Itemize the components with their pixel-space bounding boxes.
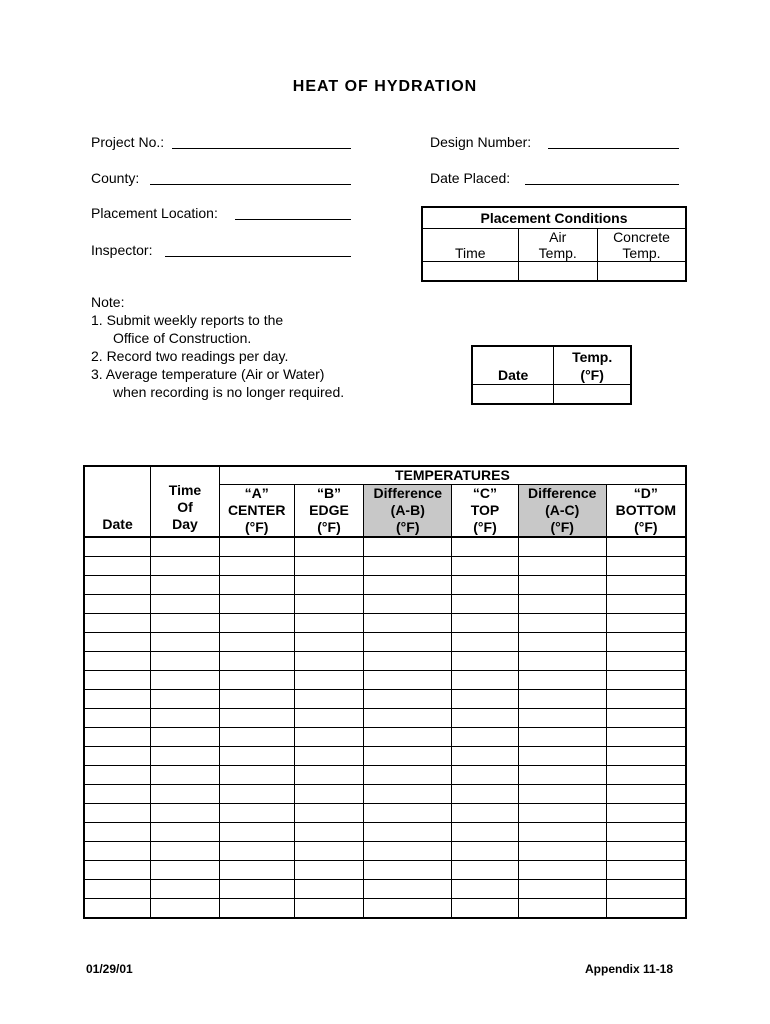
table-row: [84, 595, 686, 614]
table-cell[interactable]: [294, 709, 364, 728]
note-2: 2. Record two readings per day.: [91, 348, 289, 364]
table-cell[interactable]: [518, 747, 606, 766]
table-cell[interactable]: [364, 728, 452, 747]
table-cell[interactable]: [219, 861, 294, 880]
table-row: [84, 804, 686, 823]
difference-a-b-line3: (°F): [396, 519, 420, 535]
table-cell[interactable]: [606, 557, 686, 576]
table-row: [84, 728, 686, 747]
table-cell[interactable]: [518, 633, 606, 652]
table-cell[interactable]: [606, 671, 686, 690]
table-cell[interactable]: [294, 823, 364, 842]
table-cell[interactable]: [294, 861, 364, 880]
table-cell[interactable]: [452, 842, 519, 861]
table-cell[interactable]: [294, 899, 364, 919]
table-cell[interactable]: [219, 880, 294, 899]
table-cell[interactable]: [219, 842, 294, 861]
note-3-line-1: 3. Average temperature (Air or Water): [91, 366, 325, 382]
air-temp-header-line1: Air: [549, 229, 567, 245]
county-label: County:: [91, 170, 140, 186]
table-cell[interactable]: [84, 823, 151, 842]
table-cell[interactable]: [364, 557, 452, 576]
table-cell[interactable]: [219, 766, 294, 785]
table-cell[interactable]: [606, 709, 686, 728]
table-cell[interactable]: [518, 709, 606, 728]
table-cell[interactable]: [518, 576, 606, 595]
table-cell[interactable]: [606, 747, 686, 766]
table-cell[interactable]: [294, 633, 364, 652]
project-no-label: Project No.:: [91, 134, 165, 150]
bottom-d-header: [606, 485, 686, 538]
table-row: [84, 880, 686, 899]
top-c-line2: TOP: [470, 502, 500, 518]
center-a-header: [219, 485, 294, 538]
table-cell[interactable]: [452, 652, 519, 671]
table-cell[interactable]: [364, 690, 452, 709]
table-cell[interactable]: [452, 899, 519, 919]
table-cell[interactable]: [518, 537, 606, 557]
placement-conditions-table: [421, 206, 687, 282]
edge-b-line1: “B”: [316, 485, 342, 501]
concrete-temp-header-line1: Concrete: [613, 229, 670, 245]
bottom-d-line1: “D”: [633, 485, 658, 501]
table-row: [84, 652, 686, 671]
table-cell[interactable]: [151, 804, 220, 823]
table-cell[interactable]: [452, 766, 519, 785]
date-temp-temp-header: [554, 346, 631, 385]
table-cell[interactable]: [364, 804, 452, 823]
table-cell[interactable]: [219, 614, 294, 633]
table-cell[interactable]: [606, 728, 686, 747]
time-of-day-line2: Of: [177, 499, 193, 515]
table-cell[interactable]: [452, 576, 519, 595]
table-cell[interactable]: [84, 899, 151, 919]
design-number-label: Design Number:: [430, 134, 532, 150]
placement-location-field[interactable]: [235, 219, 351, 220]
table-cell[interactable]: [518, 880, 606, 899]
difference-a-c-header: [518, 485, 606, 538]
table-cell[interactable]: [606, 595, 686, 614]
table-row: [84, 709, 686, 728]
difference-a-c-line1: Difference: [527, 485, 597, 501]
table-cell[interactable]: [606, 633, 686, 652]
table-cell[interactable]: [518, 728, 606, 747]
placement-time-cell[interactable]: [422, 262, 518, 282]
temperatures-table: [83, 465, 687, 919]
table-cell[interactable]: [364, 861, 452, 880]
table-cell[interactable]: [364, 576, 452, 595]
concrete-temp-header: [597, 229, 686, 262]
table-row: [84, 785, 686, 804]
table-cell[interactable]: [518, 766, 606, 785]
note-1-line-1: 1. Submit weekly reports to the: [91, 312, 284, 328]
table-cell[interactable]: [606, 785, 686, 804]
table-cell[interactable]: [606, 880, 686, 899]
table-cell[interactable]: [364, 652, 452, 671]
table-cell[interactable]: [452, 671, 519, 690]
table-cell[interactable]: [151, 899, 220, 919]
table-cell[interactable]: [518, 823, 606, 842]
table-cell[interactable]: [364, 899, 452, 919]
table-cell[interactable]: [294, 595, 364, 614]
table-row: [84, 557, 686, 576]
difference-a-c-line3: (°F): [550, 519, 574, 535]
table-cell[interactable]: [219, 557, 294, 576]
county-field[interactable]: [150, 184, 351, 185]
table-cell[interactable]: [452, 595, 519, 614]
project-no-field[interactable]: [172, 148, 351, 149]
table-cell[interactable]: [294, 690, 364, 709]
table-cell[interactable]: [151, 614, 220, 633]
table-cell[interactable]: [84, 671, 151, 690]
bottom-d-line2: BOTTOM: [615, 502, 677, 518]
table-cell[interactable]: [452, 804, 519, 823]
table-cell[interactable]: [606, 823, 686, 842]
table-cell[interactable]: [294, 880, 364, 899]
table-cell[interactable]: [364, 537, 452, 557]
table-cell[interactable]: [219, 785, 294, 804]
table-cell[interactable]: [219, 804, 294, 823]
table-cell[interactable]: [518, 557, 606, 576]
table-cell[interactable]: [151, 633, 220, 652]
table-cell[interactable]: [294, 766, 364, 785]
placement-air-temp-cell[interactable]: [518, 262, 597, 282]
inspector-label: Inspector:: [91, 242, 153, 258]
table-cell[interactable]: [606, 899, 686, 919]
table-row: [84, 766, 686, 785]
table-cell[interactable]: [151, 880, 220, 899]
table-cell[interactable]: [606, 861, 686, 880]
table-row: [84, 823, 686, 842]
edge-b-header: [294, 485, 364, 538]
table-cell[interactable]: [606, 652, 686, 671]
table-cell[interactable]: [364, 614, 452, 633]
table-row: [84, 842, 686, 861]
table-cell[interactable]: [606, 537, 686, 557]
table-cell[interactable]: [84, 880, 151, 899]
table-cell[interactable]: [606, 690, 686, 709]
table-row: [84, 861, 686, 880]
table-cell[interactable]: [84, 842, 151, 861]
table-cell[interactable]: [518, 671, 606, 690]
table-cell[interactable]: [518, 595, 606, 614]
date-temp-temp-line2: (°F): [580, 366, 604, 383]
center-a-line2: CENTER: [227, 502, 286, 518]
table-cell[interactable]: [294, 747, 364, 766]
table-cell[interactable]: [364, 595, 452, 614]
table-cell[interactable]: [606, 576, 686, 595]
table-cell[interactable]: [219, 595, 294, 614]
table-cell[interactable]: [151, 842, 220, 861]
table-cell[interactable]: [84, 614, 151, 633]
table-cell[interactable]: [364, 633, 452, 652]
notes-heading: Note:: [91, 294, 125, 310]
center-a-line1: “A”: [244, 485, 269, 501]
table-cell[interactable]: [452, 537, 519, 557]
center-a-line3: (°F): [244, 519, 269, 535]
table-cell[interactable]: [364, 880, 452, 899]
table-cell[interactable]: [219, 709, 294, 728]
table-row: [84, 576, 686, 595]
difference-a-c-line2: (A-C): [545, 502, 580, 518]
table-cell[interactable]: [294, 842, 364, 861]
table-row: [84, 690, 686, 709]
table-cell[interactable]: [606, 614, 686, 633]
table-cell[interactable]: [151, 595, 220, 614]
table-cell[interactable]: [84, 576, 151, 595]
time-of-day-header: [151, 466, 220, 537]
table-cell[interactable]: [151, 537, 220, 557]
table-cell[interactable]: [151, 766, 220, 785]
table-cell[interactable]: [606, 804, 686, 823]
table-row: [84, 747, 686, 766]
table-cell[interactable]: [84, 690, 151, 709]
table-cell[interactable]: [452, 614, 519, 633]
note-3-line-2: when recording is no longer required.: [113, 384, 345, 400]
date-column-header: Date: [84, 466, 151, 537]
table-cell[interactable]: [151, 747, 220, 766]
date-temp-date-header: Date: [472, 346, 554, 385]
time-of-day-line1: Time: [168, 482, 202, 498]
date-temp-date-cell[interactable]: [472, 385, 554, 405]
table-cell[interactable]: [606, 766, 686, 785]
table-cell[interactable]: [518, 804, 606, 823]
table-cell[interactable]: [84, 861, 151, 880]
table-cell[interactable]: [294, 652, 364, 671]
table-cell[interactable]: [294, 557, 364, 576]
table-cell[interactable]: [84, 804, 151, 823]
top-c-line3: (°F): [473, 519, 497, 535]
time-of-day-line3: Day: [172, 516, 198, 532]
table-cell[interactable]: [84, 537, 151, 557]
concrete-temp-header-line2: Temp.: [622, 245, 661, 261]
table-row: [84, 633, 686, 652]
table-cell[interactable]: [219, 728, 294, 747]
table-cell[interactable]: [294, 804, 364, 823]
date-temp-temp-cell[interactable]: [554, 385, 631, 405]
difference-a-b-header: [364, 485, 452, 538]
table-cell[interactable]: [84, 633, 151, 652]
table-cell[interactable]: [219, 537, 294, 557]
table-cell[interactable]: [84, 709, 151, 728]
table-cell[interactable]: [518, 614, 606, 633]
note-1-line-2: Office of Construction.: [113, 330, 252, 346]
table-cell[interactable]: [219, 747, 294, 766]
table-cell[interactable]: [84, 747, 151, 766]
table-cell[interactable]: [518, 652, 606, 671]
placement-location-label: Placement Location:: [91, 205, 218, 221]
table-cell[interactable]: [151, 652, 220, 671]
temperatures-header: TEMPERATURES: [219, 466, 686, 485]
table-row: [84, 614, 686, 633]
table-row: [84, 899, 686, 919]
date-placed-label: Date Placed:: [430, 170, 511, 186]
edge-b-line3: (°F): [317, 519, 341, 535]
table-cell[interactable]: [219, 652, 294, 671]
table-cell[interactable]: [219, 690, 294, 709]
inspector-field[interactable]: [165, 256, 351, 257]
table-cell[interactable]: [452, 880, 519, 899]
air-temp-header-line2: Temp.: [538, 245, 577, 261]
table-cell[interactable]: [294, 576, 364, 595]
table-cell[interactable]: [219, 671, 294, 690]
table-row: [84, 537, 686, 557]
table-cell[interactable]: [364, 823, 452, 842]
table-cell[interactable]: [452, 690, 519, 709]
table-cell[interactable]: [151, 785, 220, 804]
footer-appendix: Appendix 11-18: [585, 962, 674, 976]
table-cell[interactable]: [151, 728, 220, 747]
table-cell[interactable]: [151, 690, 220, 709]
table-cell[interactable]: [518, 690, 606, 709]
difference-a-b-line1: Difference: [373, 485, 442, 501]
table-cell[interactable]: [518, 899, 606, 919]
table-cell[interactable]: [219, 823, 294, 842]
table-cell[interactable]: [452, 823, 519, 842]
table-cell[interactable]: [294, 614, 364, 633]
table-cell[interactable]: [294, 537, 364, 557]
table-cell[interactable]: [294, 671, 364, 690]
table-cell[interactable]: [219, 576, 294, 595]
notes-block: [91, 293, 344, 401]
table-cell[interactable]: [219, 899, 294, 919]
table-cell[interactable]: [151, 709, 220, 728]
table-cell[interactable]: [84, 785, 151, 804]
table-cell[interactable]: [294, 785, 364, 804]
table-cell[interactable]: [452, 557, 519, 576]
placement-conditions-title: Placement Conditions: [422, 207, 686, 229]
difference-a-b-line2: (A-B): [390, 502, 425, 518]
table-cell[interactable]: [84, 728, 151, 747]
table-cell[interactable]: [518, 861, 606, 880]
date-temp-table: [471, 345, 632, 405]
table-cell[interactable]: [151, 671, 220, 690]
table-cell[interactable]: [151, 823, 220, 842]
footer-date: 01/29/01: [86, 962, 133, 976]
table-cell[interactable]: [219, 633, 294, 652]
table-cell[interactable]: [364, 747, 452, 766]
placement-concrete-temp-cell[interactable]: [597, 262, 686, 282]
table-cell[interactable]: [452, 785, 519, 804]
table-cell[interactable]: [452, 728, 519, 747]
table-cell[interactable]: [452, 747, 519, 766]
form-title: HEAT OF HYDRATION: [292, 78, 478, 95]
table-cell[interactable]: [364, 766, 452, 785]
table-cell[interactable]: [364, 785, 452, 804]
table-cell[interactable]: [151, 861, 220, 880]
table-cell[interactable]: [151, 576, 220, 595]
table-cell[interactable]: [294, 728, 364, 747]
table-cell[interactable]: [452, 709, 519, 728]
design-number-field[interactable]: [548, 148, 679, 149]
date-placed-field[interactable]: [525, 184, 679, 185]
edge-b-line2: EDGE: [309, 502, 349, 518]
table-cell[interactable]: [364, 709, 452, 728]
bottom-d-line3: (°F): [634, 519, 658, 535]
top-c-line1: “C”: [472, 485, 498, 501]
air-temp-header: [518, 229, 597, 262]
top-c-header: [452, 485, 519, 538]
time-header: Time: [422, 229, 518, 262]
table-cell[interactable]: [364, 671, 452, 690]
date-temp-temp-line1: Temp.: [572, 348, 613, 365]
table-cell[interactable]: [452, 633, 519, 652]
table-row: [84, 671, 686, 690]
table-cell[interactable]: [84, 766, 151, 785]
table-cell[interactable]: [151, 557, 220, 576]
table-cell[interactable]: [84, 652, 151, 671]
table-cell[interactable]: [606, 842, 686, 861]
table-cell[interactable]: [84, 557, 151, 576]
table-cell[interactable]: [84, 595, 151, 614]
table-cell[interactable]: [518, 785, 606, 804]
table-cell[interactable]: [364, 842, 452, 861]
table-cell[interactable]: [452, 861, 519, 880]
table-cell[interactable]: [518, 842, 606, 861]
